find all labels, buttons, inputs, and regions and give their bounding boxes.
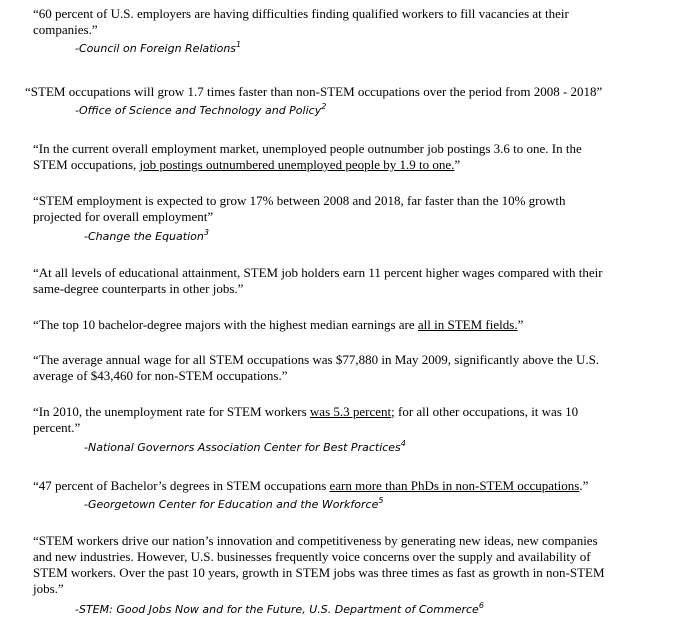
- footnote-marker: 3: [203, 228, 209, 237]
- quote-5-line-2: same-degree counterparts in other jobs.”: [33, 281, 244, 296]
- quote-4-citation: -Change the Equation$^3$: [84, 228, 209, 243]
- quote-1-line-2: companies.”: [33, 22, 98, 37]
- quote-6-line-1: “The top 10 bachelor-degree majors with the highest median earnings are all in STEM fields.”: [33, 317, 524, 332]
- footnote-marker: 2: [321, 102, 327, 111]
- quote-3-line-1: “In the current overall employment market, unemployed people outnumber job postings 3.6 to one. In the: [33, 141, 582, 156]
- quote-8-citation: -National Governors Association Center for Best Practices$^4$: [84, 439, 406, 454]
- quote-9-link[interactable]: earn more than PhDs in non-STEM occupations: [329, 478, 580, 493]
- footnote-marker: 4: [400, 439, 406, 448]
- footnote-marker: 5: [378, 496, 384, 505]
- quote-8-line-1: “In 2010, the unemployment rate for STEM workers was 5.3 percent; for all other occupations, it was 10: [33, 404, 579, 419]
- quote-3-line-2: STEM occupations, job postings outnumbered unemployed people by 1.9 to one.”: [33, 157, 461, 172]
- quote-10-citation: -STEM: Good Jobs Now and for the Future, U.S. Department of Commerce$^6$: [75, 601, 484, 616]
- quote-7-line-2: average of $43,460 for non-STEM occupations.”: [33, 368, 288, 383]
- quote-4-line-2: projected for overall employment”: [33, 209, 214, 224]
- quote-2-line-1: “STEM occupations will grow 1.7 times faster than non-STEM occupations over the period from 2008 - 2018”: [25, 84, 603, 99]
- footnote-marker: 6: [478, 601, 484, 610]
- quote-10-line-3: STEM workers. Over the past 10 years, growth in STEM jobs was three times as fast as growth in non-STEM: [33, 565, 605, 580]
- quote-6-link[interactable]: all in STEM fields.: [417, 317, 518, 332]
- quote-9-citation: -Georgetown Center for Education and the Workforce$^5$: [84, 496, 384, 511]
- quote-3-link[interactable]: job postings outnumbered unemployed people by 1.9 to one.: [139, 157, 455, 172]
- quote-7-line-1: “The average annual wage for all STEM occupations was $77,880 in May 2009, significantly above the U.S.: [33, 352, 600, 367]
- quote-10-line-1: “STEM workers drive our nation’s innovation and competitiveness by generating new ideas, new companies: [33, 533, 598, 548]
- quote-1-citation: -Council on Foreign Relations$^1$: [75, 40, 242, 55]
- quote-9-line-1: “47 percent of Bachelor’s degrees in STEM occupations earn more than PhDs in non-STEM occupations.”: [33, 478, 589, 493]
- quote-2-citation: -Office of Science and Technology and Policy$^2$: [75, 102, 327, 117]
- quote-10-line-4: jobs.”: [33, 581, 64, 596]
- quote-4-line-1: “STEM employment is expected to grow 17% between 2008 and 2018, far faster than the 10% growth: [33, 193, 566, 208]
- quote-10-line-2: and new industries. However, U.S. businesses frequently voice concerns over the supply and availability of: [33, 549, 591, 564]
- quote-8-line-2: percent.”: [33, 420, 81, 435]
- footnote-marker: 1: [236, 40, 242, 49]
- quote-1-line-1: “60 percent of U.S. employers are having difficulties finding qualified workers to fill vacancies at their: [33, 6, 569, 21]
- quote-5-line-1: “At all levels of educational attainment, STEM job holders earn 11 percent higher wages compared with their: [33, 265, 603, 280]
- quote-8-link[interactable]: was 5.3 percent: [309, 404, 392, 419]
